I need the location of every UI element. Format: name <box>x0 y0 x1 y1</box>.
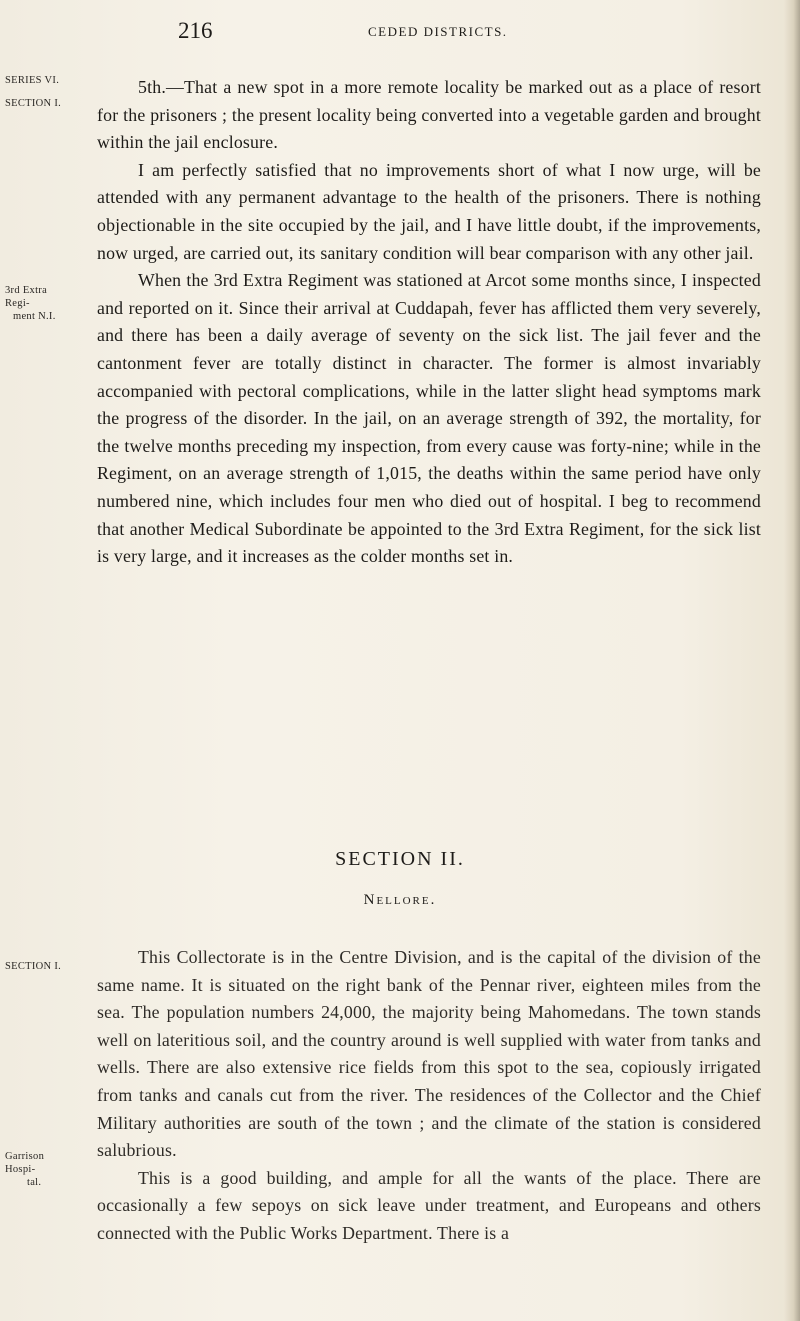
margin-note-regiment <box>5 284 63 323</box>
page-edge-shadow <box>784 0 800 1321</box>
section-heading: SECTION II. <box>335 848 465 870</box>
margin-note-section-2 <box>5 960 63 973</box>
margin-section-2-label: SECTION I. <box>5 961 62 972</box>
margin-note-hospital <box>5 1150 63 1189</box>
text-block-top <box>97 74 761 571</box>
margin-section-label: SECTION I. <box>5 98 62 109</box>
margin-note-series <box>5 74 63 110</box>
section-subheading: Nellore. <box>363 892 437 908</box>
text-block-bottom <box>97 944 761 1248</box>
paragraph-hospital: This is a good building, and ample for all the wants of the place. There are occasionally a few sepoys on sick leave under treatment, and Europeans and others connected with the Public Works Department. There is a <box>97 1167 761 1243</box>
page-number: 216 <box>178 18 213 43</box>
margin-hospital-line2: tal. <box>27 1177 42 1188</box>
margin-series-label: SERIES VI. <box>5 75 60 86</box>
margin-regiment-line1: 3rd Extra Regi- <box>5 285 48 309</box>
paragraph-regiment: When the 3rd Extra Regiment was stationed at Arcot some months since, I inspected and reported on it. Since their arrival at Cuddapah, fever has afflicted them very severely, and there has been a daily average of seventy on the sick list. The jail fever and the cantonment fever are totally distinct in character. The former is almost invariably accompanied with pectoral complications, while in the latter slight head symptoms mark the progress of the disorder. In the jail, on an average strength of 392, the mortality, for the twelve months preceding my inspection, from every cause was forty-nine; while in the Regiment, on an average strength of 1,015, the deaths within the same period have only numbered nine, which includes four men who died out of hospital. I beg to recommend that another Medical Subordinate be appointed to the 3rd Extra Regiment, for the sick list is very large, and it increases as the colder months set in. <box>97 270 761 567</box>
margin-regiment-line2: ment N.I. <box>13 311 56 322</box>
paragraph-nellore: This Collectorate is in the Centre Division, and is the capital of the division of the same name. It is situated on the right bank of the Pennar river, eighteen miles from the sea. The population numbers 24,000, the majority being Mahomedans. The town stands well on lateritious soil, and the country around is well supplied with water from tanks and wells. There are also extensive rice fields from this spot to the sea, copiously irrigated from tanks and canals cut from the river. The residences of the Collector and the Chief Military authorities are south of the town ; and the climate of the station is considered salubrious. <box>97 947 761 1161</box>
running-head: CEDED DISTRICTS. <box>368 24 508 39</box>
margin-hospital-line1: Garrison Hospi- <box>5 1151 45 1175</box>
page-header <box>0 18 800 58</box>
paragraph-satisfied: I am perfectly satisfied that no improvements short of what I now urge, will be attended with any permanent advantage to the health of the prisoners. There is nothing objectionable in the site occupied by the jail, and I have little doubt, if the improvements, now urged, are carried out, its sanitary condition will bear comparison with any other jail. <box>97 159 761 263</box>
paragraph-fifth-recommendation: 5th.—That a new spot in a more remote locality be marked out as a place of resort for the prisoners ; the present locality being converted into a vegetable garden and brought within the jail enclosure. <box>97 77 761 153</box>
